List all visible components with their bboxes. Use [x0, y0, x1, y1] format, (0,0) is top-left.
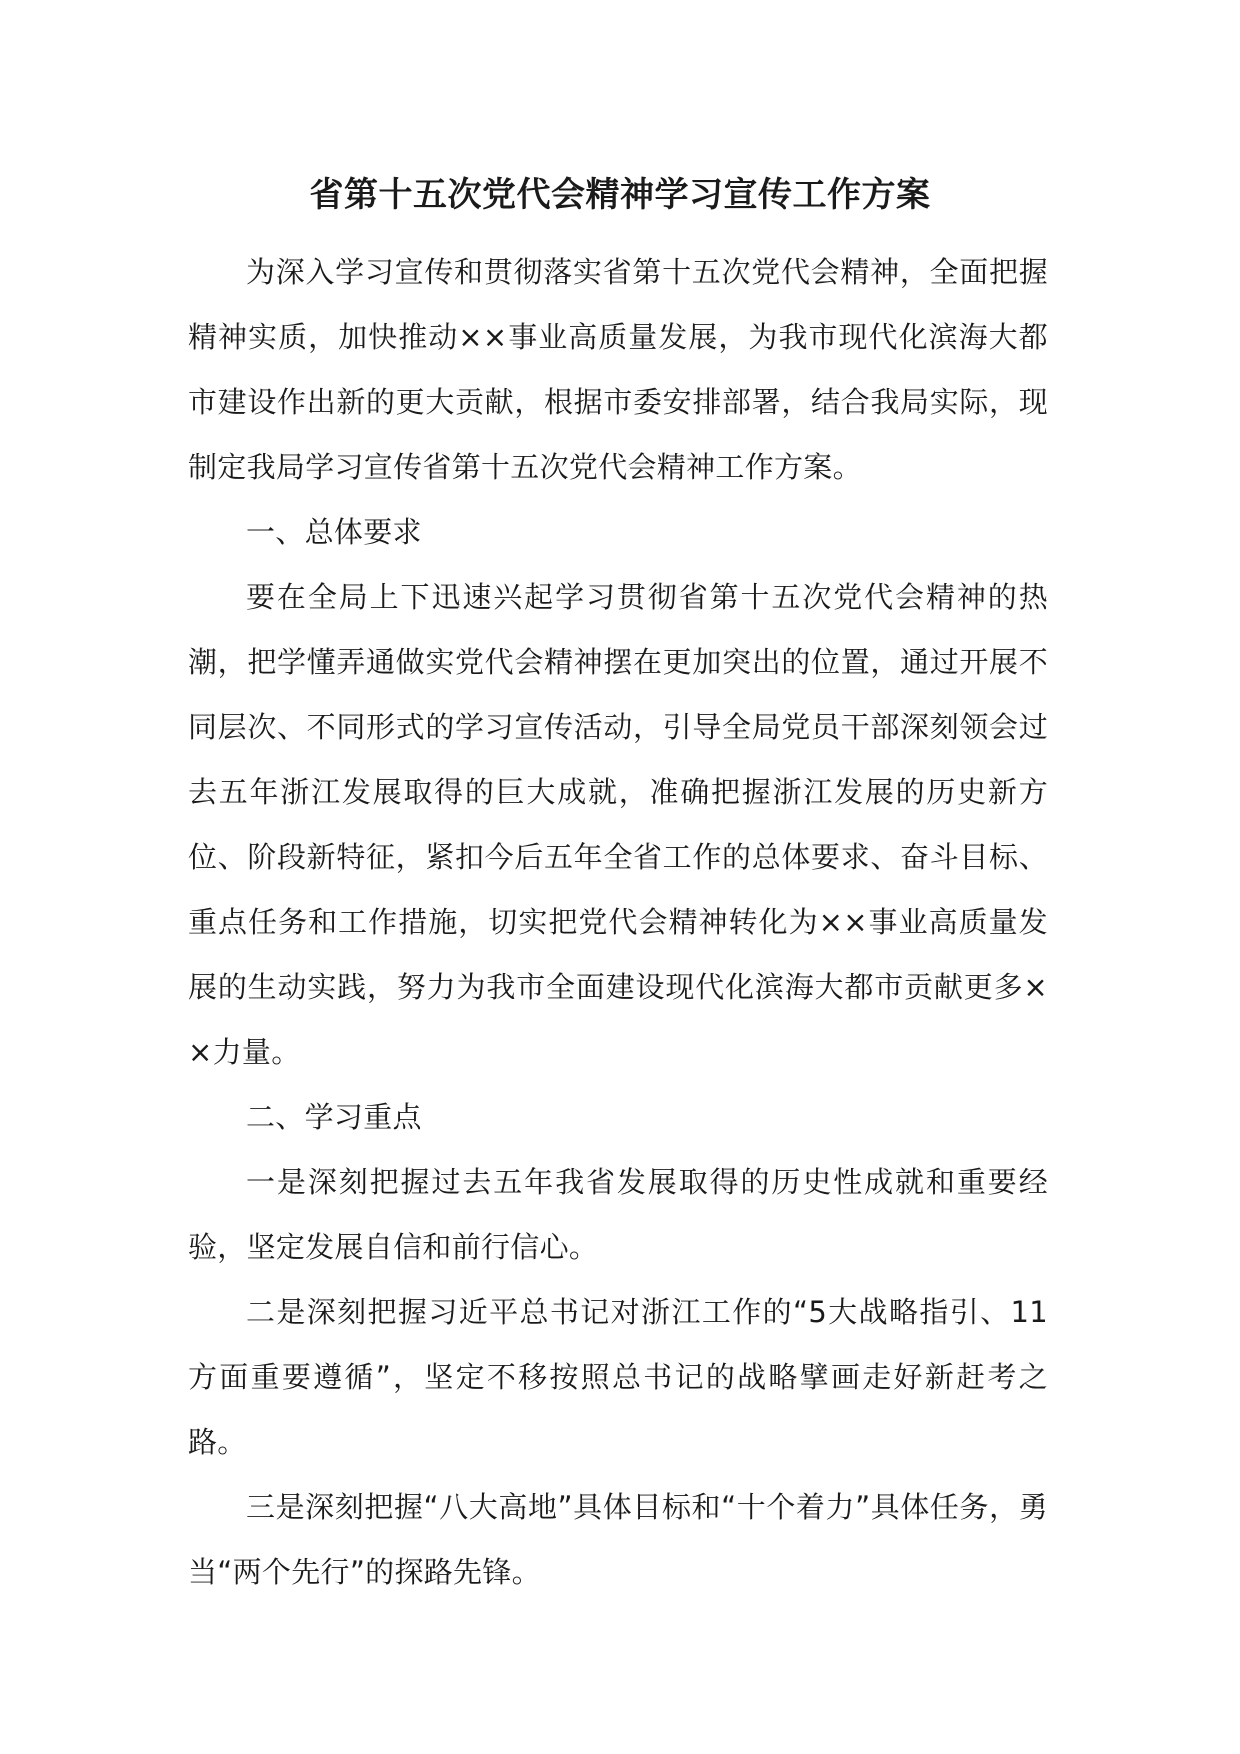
overall-requirements-paragraph: 要在全局上下迅速兴起学习贯彻省第十五次党代会精神的热潮，把学懂弄通做实党代会精神摆在更加突出的位置，通过开展不同层次、不同形式的学习宣传活动，引导全局党员干部深刻领会过去五年浙江发展取得的巨大成就，准确把握浙江发展的历史新方位、阶段新特征，紧扣今后五年全省工作的总体要求、奋斗目标、重点任务和工作措施，切实把党代会精神转化为××事业高质量发展的生动实践，努力为我市全面建设现代化滨海大都市贡献更多××力量。 [188, 580, 1048, 1069]
study-focus-item-2: 二是深刻把握习近平总书记对浙江工作的“5大战略指引、11方面重要遵循”，坚定不移按照总书记的战略擘画走好新赶考之路。 [188, 1295, 1048, 1459]
study-focus-item-1: 一是深刻把握过去五年我省发展取得的历史性成就和重要经验，坚定发展自信和前行信心。 [188, 1165, 1048, 1264]
section-heading-overall-requirements: 一、总体要求 [246, 515, 422, 549]
intro-paragraph: 为深入学习宣传和贯彻落实省第十五次党代会精神，全面把握精神实质，加快推动××事业高质量发展，为我市现代化滨海大都市建设作出新的更大贡献，根据市委安排部署，结合我局实际，现制定我局学习宣传省第十五次党代会精神工作方案。 [188, 255, 1048, 484]
document-body [188, 240, 1048, 1605]
section-heading-study-focus: 二、学习重点 [246, 1100, 422, 1134]
document-title: 省第十五次党代会精神学习宣传工作方案 [309, 175, 931, 215]
study-focus-item-3: 三是深刻把握“八大高地”具体目标和“十个着力”具体任务，勇当“两个先行”的探路先锋。 [188, 1490, 1048, 1589]
